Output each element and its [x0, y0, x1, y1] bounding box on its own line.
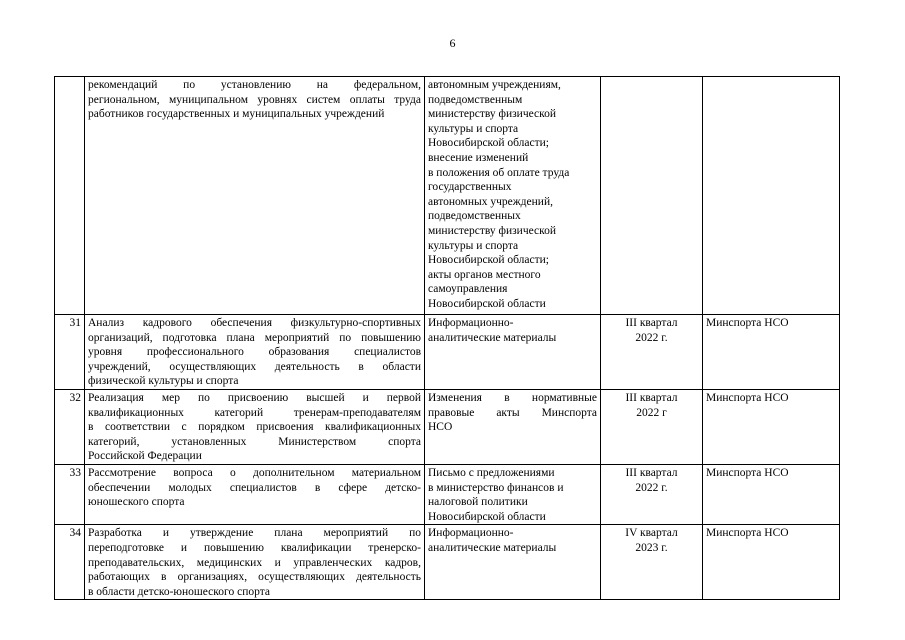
- event-cell: [85, 525, 425, 600]
- measures-table: [54, 76, 840, 600]
- responsible-cell: Минспорта НСО: [703, 390, 840, 465]
- result-cell: [425, 390, 601, 465]
- term-cell: [601, 77, 703, 315]
- result-line: подведомственным: [428, 93, 523, 106]
- table-row: [55, 390, 840, 465]
- event-line: работников государственных и муниципальных учреждений: [88, 108, 385, 121]
- event-line: обеспечении молодых специалистов в сфере детско-: [88, 481, 421, 494]
- event-line: Реализация мер по присвоению высшей и первой: [88, 392, 421, 404]
- event-line: Анализ кадрового обеспечения физкультурно-спортивных: [88, 317, 421, 329]
- event-line: в соответствии с порядком присвоения квалификационных: [88, 421, 421, 434]
- event-line: учреждений, осуществляющих деятельность в области: [88, 360, 421, 373]
- row-number-cell: 32: [55, 390, 85, 465]
- responsible-cell: Минспорта НСО: [703, 464, 840, 524]
- result-line: акты органов местного: [428, 268, 541, 281]
- event-line: преподавательских, медицинских и управленческих кадров,: [88, 556, 421, 569]
- result-line: в положения об оплате труда: [428, 166, 570, 179]
- term-year: 2023 г.: [635, 541, 668, 554]
- result-cell: [425, 315, 601, 390]
- result-line: налоговой политики: [428, 496, 528, 509]
- event-line: организаций, подготовка плана мероприятий по повышению: [88, 331, 421, 344]
- term-quarter: IV квартал: [625, 527, 678, 540]
- result-line: Новосибирской области;: [428, 137, 549, 150]
- table-row: [55, 525, 840, 600]
- term-quarter: III квартал: [625, 466, 678, 479]
- term-cell: [601, 464, 703, 524]
- responsible-cell: [703, 77, 840, 315]
- result-line: внесение изменений: [428, 151, 529, 164]
- table-row: [55, 77, 840, 315]
- event-cell: [85, 464, 425, 524]
- result-line: самоуправления: [428, 283, 508, 296]
- event-line: работающих в организациях, осуществляющих деятельность: [88, 571, 421, 584]
- event-line: квалификационных категорий тренерам-преподавателям: [88, 406, 421, 419]
- result-line: аналитические материалы: [428, 541, 557, 554]
- term-quarter: III квартал: [625, 317, 678, 329]
- event-line: рекомендаций по установлению на федеральном,: [88, 79, 421, 91]
- event-line: в области детско-юношеского спорта: [88, 585, 270, 598]
- result-line: Новосибирской области;: [428, 254, 549, 267]
- result-line: правовые акты Минспорта: [428, 406, 597, 419]
- result-line: НСО: [428, 421, 453, 434]
- event-line: Разработка и утверждение плана мероприятий по: [88, 527, 421, 540]
- row-number-cell: [55, 77, 85, 315]
- result-line: культуры и спорта: [428, 122, 519, 135]
- responsible-cell: Минспорта НСО: [703, 525, 840, 600]
- page-number: 6: [449, 36, 456, 50]
- term-cell: [601, 315, 703, 390]
- result-line: культуры и спорта: [428, 239, 519, 252]
- responsible-cell: Минспорта НСО: [703, 315, 840, 390]
- event-cell: [85, 390, 425, 465]
- event-line: уровня профессионального образования специалистов: [88, 346, 421, 359]
- result-cell: [425, 464, 601, 524]
- event-cell: [85, 77, 425, 315]
- result-line: подведомственных: [428, 210, 521, 223]
- event-line: физической культуры и спорта: [88, 375, 239, 388]
- result-line: Информационно-: [428, 317, 514, 329]
- term-quarter: III квартал: [625, 392, 678, 404]
- result-line: автономным учреждениям,: [428, 79, 561, 91]
- term-year: 2022 г.: [635, 481, 668, 494]
- term-cell: [601, 525, 703, 600]
- result-line: государственных: [428, 181, 512, 194]
- row-number-cell: 31: [55, 315, 85, 390]
- row-number-cell: 33: [55, 464, 85, 524]
- term-cell: [601, 390, 703, 465]
- table-row: [55, 464, 840, 524]
- result-line: в министерство финансов и: [428, 481, 564, 494]
- event-line: категорий, установленных Министерством спорта: [88, 435, 421, 448]
- event-line: Российской Федерации: [88, 450, 202, 463]
- term-year: 2022 г: [636, 406, 667, 419]
- event-line: региональном, муниципальном уровнях систем оплаты труда: [88, 93, 421, 106]
- event-line: Рассмотрение вопроса о дополнительном материальном: [88, 466, 421, 479]
- result-cell: [425, 77, 601, 315]
- result-line: автономных учреждений,: [428, 195, 553, 208]
- result-line: министерству физической: [428, 224, 557, 237]
- event-line: переподготовке и повышению квалификации тренерско-: [88, 541, 421, 554]
- result-line: Информационно-: [428, 527, 514, 540]
- result-cell: [425, 525, 601, 600]
- result-line: Письмо с предложениями: [428, 466, 555, 479]
- row-number-cell: 34: [55, 525, 85, 600]
- result-line: Новосибирской области: [428, 510, 546, 523]
- result-line: Изменения в нормативные: [428, 392, 597, 404]
- term-year: 2022 г.: [635, 331, 668, 344]
- event-cell: [85, 315, 425, 390]
- result-line: министерству физической: [428, 108, 557, 121]
- event-line: юношеского спорта: [88, 496, 185, 509]
- table-row: [55, 315, 840, 390]
- result-line: аналитические материалы: [428, 331, 557, 344]
- result-line: Новосибирской области: [428, 297, 546, 310]
